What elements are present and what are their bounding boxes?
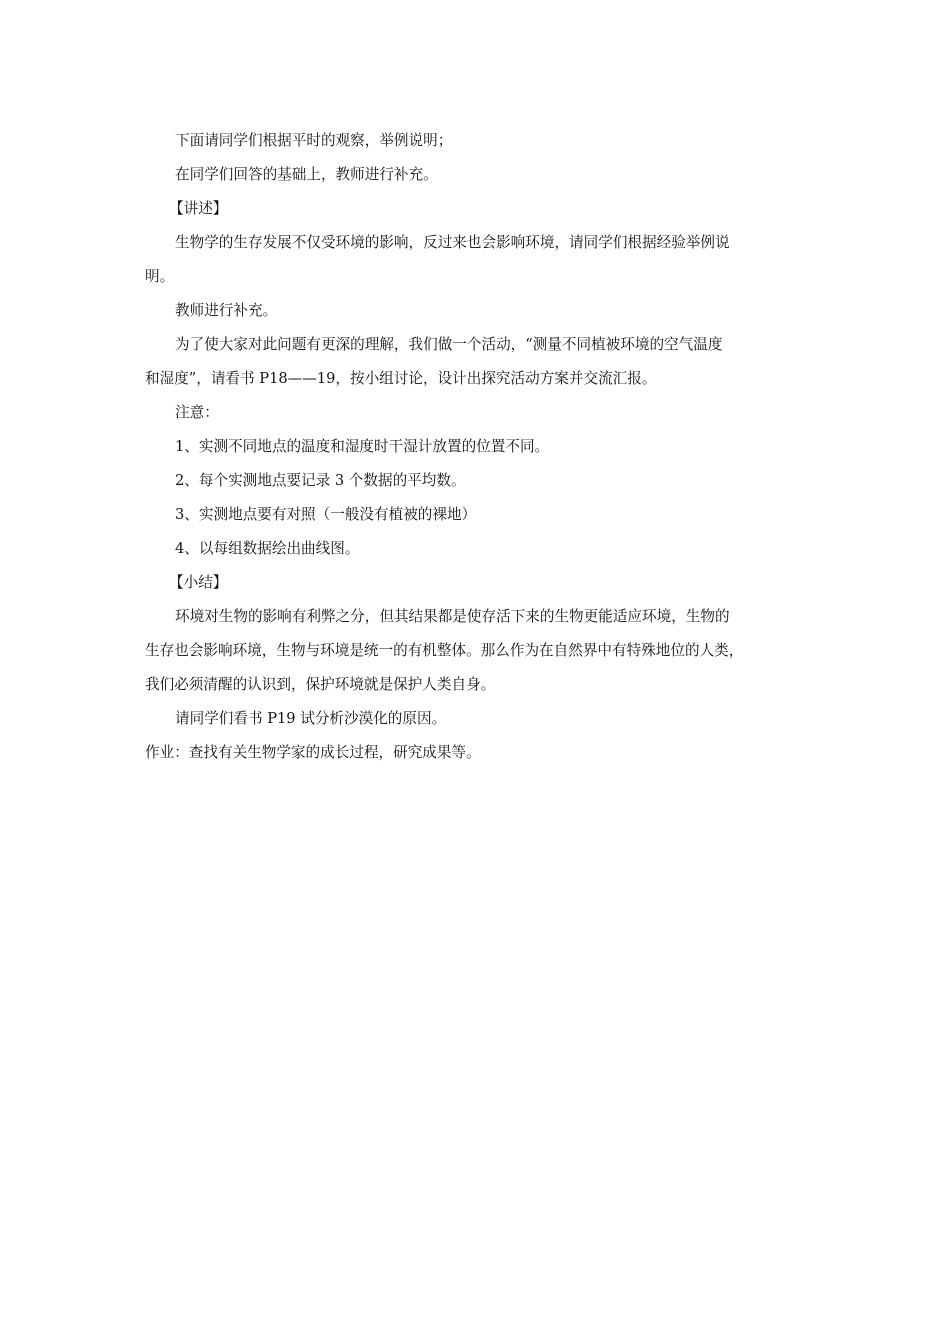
note-item: 2、每个实测地点要记录 3 个数据的平均数。 xyxy=(175,472,466,489)
paragraph-line: 下面请同学们根据平时的观察，举例说明； xyxy=(175,132,453,149)
homework-line: 作业：查找有关生物学家的成长过程，研究成果等。 xyxy=(145,744,481,761)
paragraph-line: 我们必须清醒的认识到，保护环境就是保护人类自身。 xyxy=(145,676,496,693)
paragraph-line: 为了使大家对此问题有更深的理解，我们做一个活动，“测量不同植被环境的空气温度 xyxy=(175,336,723,353)
paragraph-line: 明。 xyxy=(145,268,175,285)
paragraph-line: 和湿度”，请看书 P18——19，按小组讨论，设计出探究活动方案并交流汇报。 xyxy=(145,370,657,387)
paragraph-line: 教师进行补充。 xyxy=(175,302,278,319)
document-body xyxy=(145,124,810,770)
note-item: 4、以每组数据绘出曲线图。 xyxy=(175,540,360,557)
paragraph-line: 生存也会影响环境，生物与环境是统一的有机整体。那么作为在自然界中有特殊地位的人类， xyxy=(145,642,744,659)
paragraph-line: 在同学们回答的基础上，教师进行补充。 xyxy=(175,166,438,183)
paragraph-line: 生物学的生存发展不仅受环境的影响，反过来也会影响环境，请同学们根据经验举例说 xyxy=(175,234,730,251)
note-item: 3、实测地点要有对照（一般没有植被的裸地） xyxy=(175,506,477,523)
note-label: 注意： xyxy=(175,404,219,421)
paragraph-line: 环境对生物的影响有利弊之分，但其结果都是使存活下来的生物更能适应环境，生物的 xyxy=(175,608,730,625)
section-heading-summary: 【小结】 xyxy=(169,574,228,591)
note-item: 1、实测不同地点的温度和湿度时干湿计放置的位置不同。 xyxy=(175,438,550,455)
paragraph-line: 请同学们看书 P19 试分析沙漠化的原因。 xyxy=(175,710,447,727)
section-heading-lecture: 【讲述】 xyxy=(169,200,228,217)
